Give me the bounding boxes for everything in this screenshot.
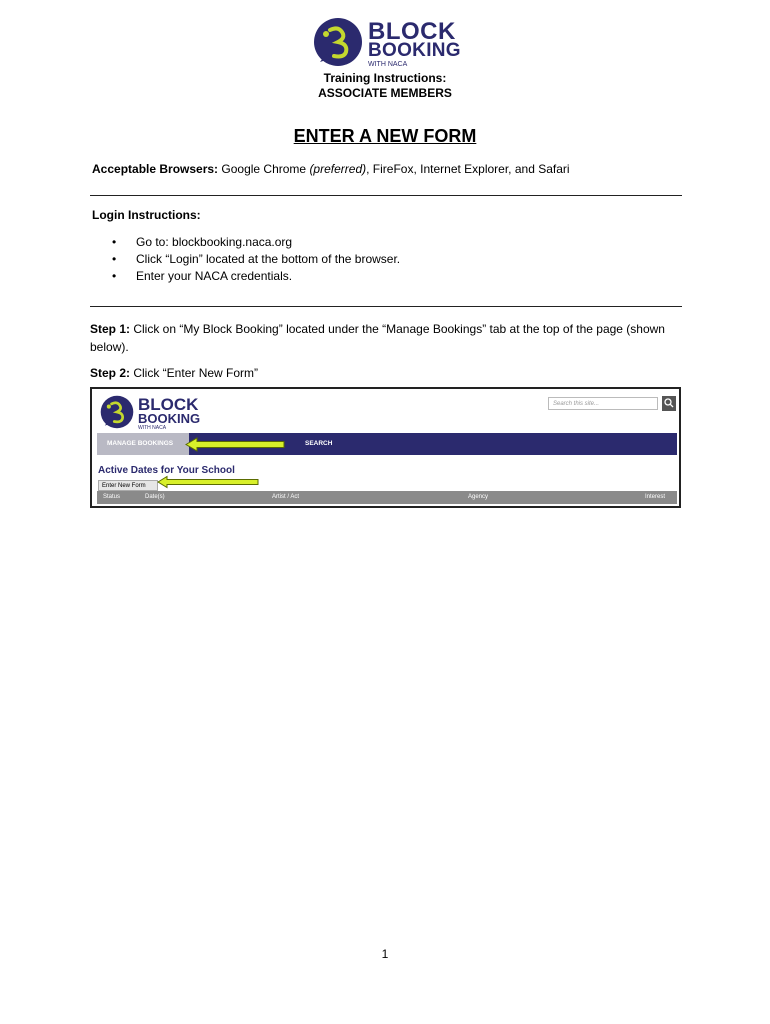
column-header[interactable]: Date(s) xyxy=(145,494,165,500)
logo-mark-icon xyxy=(98,393,136,431)
screenshot-logo-block: BLOCK xyxy=(138,395,199,414)
section-title: Active Dates for Your School xyxy=(98,465,235,476)
login-item: • Enter your NACA credentials. xyxy=(112,268,400,285)
subtitle-members: ASSOCIATE MEMBERS xyxy=(318,86,452,100)
arrow-pointer-icon xyxy=(156,475,260,489)
block-booking-logo xyxy=(310,16,470,68)
logo-text-block: BLOCK xyxy=(368,18,456,45)
search-input[interactable]: Search this site... xyxy=(548,397,658,410)
login-heading xyxy=(92,208,201,222)
screenshot-logo xyxy=(98,393,238,433)
embedded-screenshot xyxy=(90,387,681,508)
step1-text: Click on “My Block Booking” located under the “Manage Bookings” tab at the top of the page (shown below). xyxy=(90,322,665,354)
column-header[interactable]: Agency xyxy=(468,494,489,500)
logo-text-booking: BOOKING xyxy=(368,40,461,61)
screenshot-logo-booking: BOOKING xyxy=(138,411,201,426)
column-header[interactable]: Artist / Act xyxy=(272,494,300,500)
logo-mark-icon xyxy=(310,16,366,68)
column-header[interactable]: Status xyxy=(103,494,121,500)
step1-paragraph xyxy=(90,320,690,356)
browsers-text-b: , FireFox, Internet Explorer, and Safari xyxy=(366,162,570,176)
browsers-preferred: (preferred) xyxy=(309,162,367,176)
step2-text: Click “Enter New Form” xyxy=(130,366,259,380)
login-item: • Click “Login” located at the bottom of the browser. xyxy=(112,251,400,268)
page-number: 1 xyxy=(381,947,389,961)
enter-new-form-button[interactable]: Enter New Form xyxy=(98,480,158,491)
logo-text-with-naca: WITH NACA xyxy=(368,61,408,68)
tab-search[interactable]: SEARCH xyxy=(305,440,333,447)
subtitle-training: Training Instructions: xyxy=(323,71,447,85)
browsers-label: Acceptable Browsers: xyxy=(92,162,219,176)
login-list xyxy=(112,234,400,285)
step1-label: Step 1: xyxy=(90,322,131,336)
browsers-text-a: Google Chrome xyxy=(218,162,310,176)
search-button[interactable] xyxy=(662,396,676,411)
arrow-pointer-icon xyxy=(184,436,286,453)
divider xyxy=(90,306,682,307)
step2-label: Step 2: xyxy=(90,366,131,380)
login-heading-text: Login Instructions: xyxy=(92,208,201,222)
table-header xyxy=(97,491,677,504)
divider xyxy=(90,195,682,196)
column-header[interactable]: Interest xyxy=(645,494,666,500)
screenshot-logo-with-naca: WITH NACA xyxy=(138,425,167,431)
search-icon xyxy=(664,398,674,408)
tab-manage-bookings[interactable]: MANAGE BOOKINGS xyxy=(97,433,189,455)
browsers-line xyxy=(92,162,570,176)
step2-paragraph xyxy=(90,364,690,382)
page-title: ENTER A NEW FORM xyxy=(293,126,477,146)
login-item: • Go to: blockbooking.naca.org xyxy=(112,234,400,251)
